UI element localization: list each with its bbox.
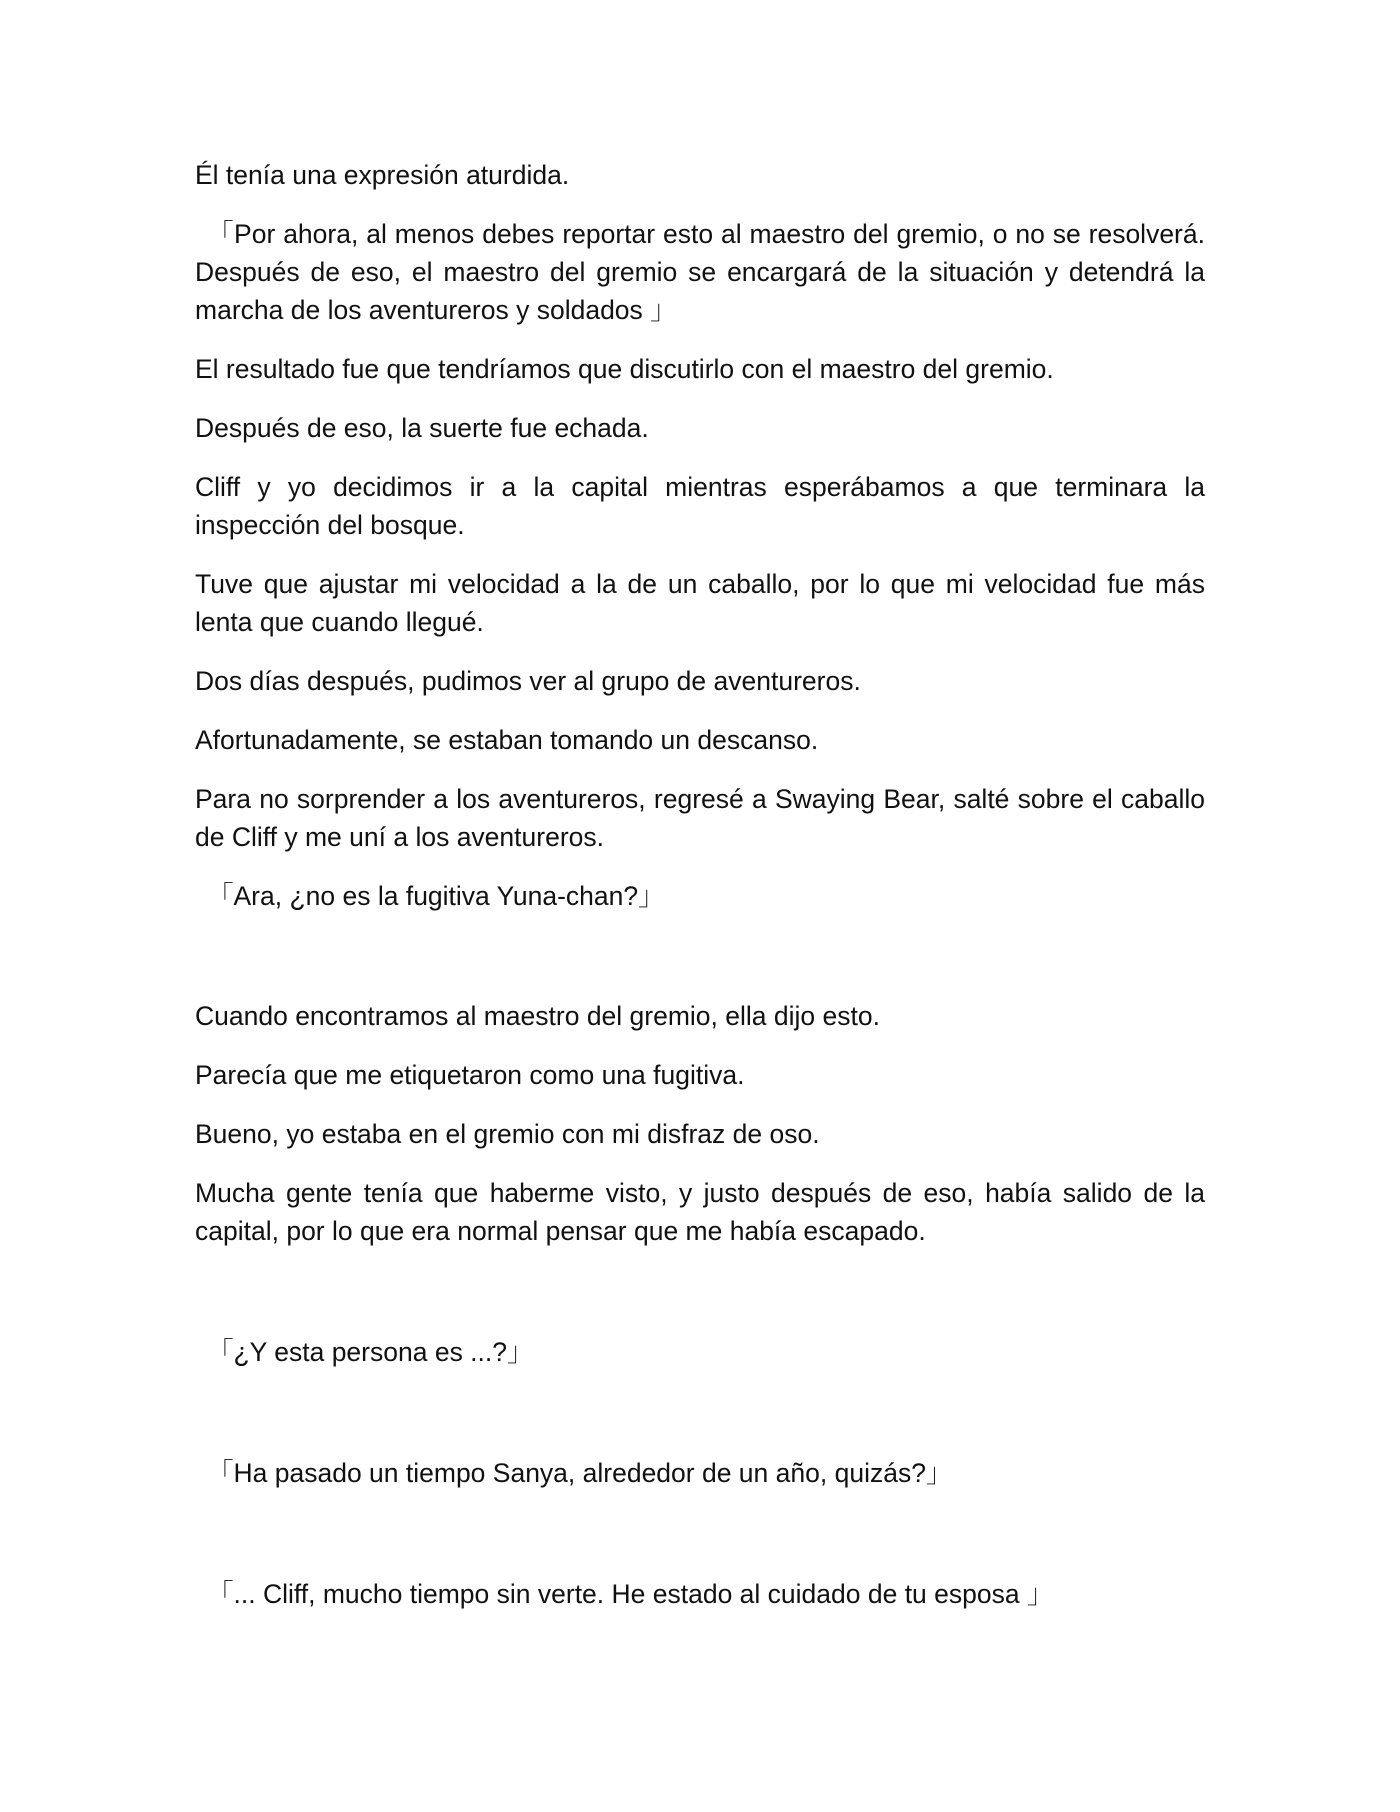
paragraph: Después de eso, la suerte fue echada. — [195, 413, 649, 443]
paragraph: Mucha gente tenía que haberme visto, y justo después de eso, había salido de la capital, por lo que era normal pensar que me había escapado. — [195, 1178, 1205, 1246]
paragraph: Para no sorprender a los aventureros, regresé a Swaying Bear, salté sobre el caballo de Cliff y me uní a los aventureros. — [195, 784, 1205, 852]
dialogue-paragraph: 「¿Y esta persona es ...?」 — [207, 1337, 534, 1367]
paragraph: Bueno, yo estaba en el gremio con mi disfraz de oso. — [195, 1119, 820, 1149]
paragraph: Parecía que me etiquetaron como una fugitiva. — [195, 1060, 745, 1090]
dialogue-paragraph: 「Ha pasado un tiempo Sanya, alrededor de un año, quizás?」 — [207, 1458, 953, 1488]
text-body — [195, 156, 1205, 1634]
paragraph: Él tenía una expresión aturdida. — [195, 160, 570, 190]
paragraph: El resultado fue que tendríamos que discutirlo con el maestro del gremio. — [195, 354, 1054, 384]
paragraph: Afortunadamente, se estaban tomando un descanso. — [195, 725, 819, 755]
paragraph: Cuando encontramos al maestro del gremio, ella dijo esto. — [195, 1001, 880, 1031]
dialogue-paragraph: 「Ara, ¿no es la fugitiva Yuna-chan?」 — [207, 881, 665, 911]
paragraph: Tuve que ajustar mi velocidad a la de un caballo, por lo que mi velocidad fue más lenta que cuando llegué. — [195, 569, 1205, 637]
paragraph: Cliff y yo decidimos ir a la capital mientras esperábamos a que terminara la inspección del bosque. — [195, 472, 1205, 540]
paragraph: Dos días después, pudimos ver al grupo de aventureros. — [195, 666, 861, 696]
dialogue-paragraph: 「... Cliff, mucho tiempo sin verte. He estado al cuidado de tu esposa 」 — [207, 1579, 1054, 1609]
dialogue-paragraph: 「Por ahora, al menos debes reportar esto al maestro del gremio, o no se resolverá. Después de eso, el maestro del gremio se encargará de la situación y detendrá la marcha de los aventureros y soldados 」 — [195, 219, 1205, 325]
